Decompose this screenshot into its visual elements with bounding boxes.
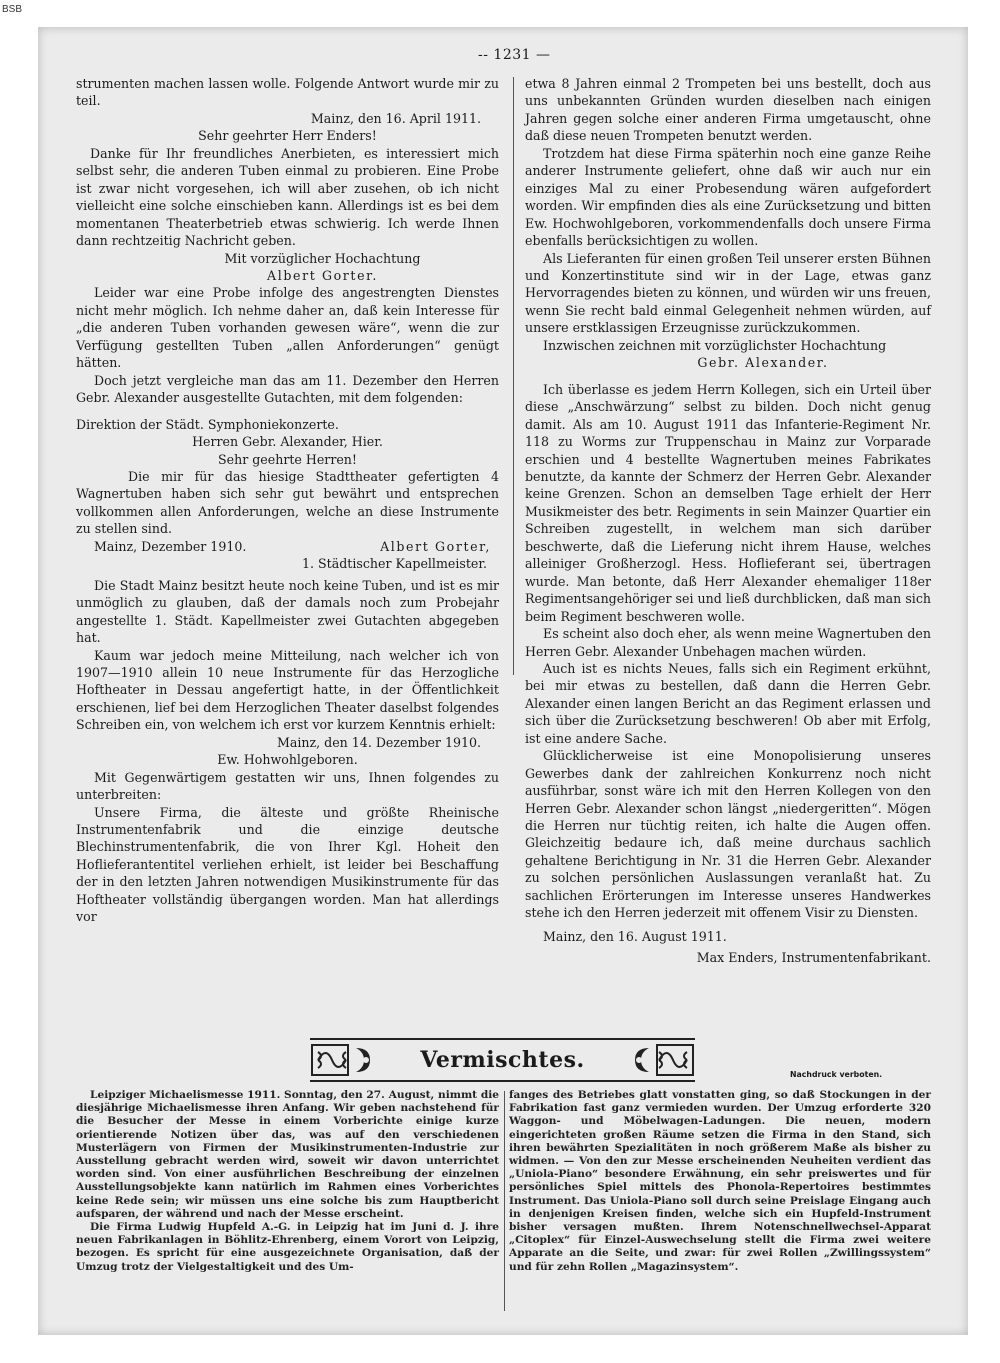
article-author: Max Enders, Instrumentenfabrikant. (696, 950, 931, 966)
letter-signature: Albert Gorter. (267, 267, 378, 283)
letter-closing: Inzwischen zeichnen mit vorzüglichster Hochachtung (543, 337, 887, 353)
paragraph: Trotzdem hat diese Firma späterhin noch eine ganze Reihe anderer Instrumente geliefert, ohne daß wir auch nur ein einziges Mal zu einer Probesendung wären aufgefordert worden. Wir empfinden dies als eine Zurücksetzung und bitten Ew. Hochwohlgeboren, vorkommendenfalls doch unsere Firma ebenfalls berücksichtigen zu wollen. (525, 145, 931, 249)
paragraph: Glücklicherweise ist eine Monopolisierung unseres Gewerbes dank der zahlreichen Konkurrenz noch nicht ausführbar, sonst wäre ich mit den Herren Kollegen von den Herren Gebr. Alexander schon längst „niedergeritten“. Mögen die Herren nur tüchtig reiten, ich halte die Augen offen. Gleichzeitig bedaure ich, daß meine durchaus sachlich gehaltene Berichtigung in Nr. 31 die Herren Gebr. Alexander zu solchen persönlichen Auslassungen veranlaßt hat. Zu sachlichen Erörterungen im Interesse unseres Handwerkes stehe ich den Herren jederzeit mit offenem Visir zu Diensten. (525, 748, 931, 921)
paragraph: fanges des Betriebes glatt vonstatten ging, so daß Stockungen in der Fabrikation fast ganz vermieden wurden. Der Umzug erforderte 320 Waggon- und Möbelwagen-Ladungen. Die neuen, modern eingerichteten großen Räume setzen die Firma in den Stand, sich ihren bewährten Spezialitäten in noch größerem Maße als bisher zu widmen. — Von den zur Messe erscheinenden Neuheiten verdient das „Uniola-Piano“ besondere Erwähnung, ein sehr preiswertes und für persönliches Spiel mittels des Phonola-Repertoires bestimmtes Instrument. Das Uniola-Piano soll durch seine Preislage Eingang auch in denjenigen Kreisen finden, welche sich ein Hupfeld-Instrument bisher versagen mußten. Ihrem Notenschnellwechsel-Apparat „Citoplex“ für Einzel-Auswechselung stellt die Firma zwei weitere Apparate an die Seite, und zwar: für zwei Rollen „Zwillingssystem“ und für zehn Rollen „Magazinsystem“. (509, 1089, 931, 1273)
paragraph: Doch jetzt vergleiche man das am 11. Dezember den Herren Gebr. Alexander ausgestellte Gutachten, mit dem folgenden: (76, 372, 499, 406)
right-column (525, 75, 931, 967)
letter-signer-title: 1. Städtischer Kapellmeister. (302, 556, 487, 572)
ornament-right-icon (625, 1040, 695, 1080)
letter-place-date: Mainz, den 14. Dezember 1910. (276, 734, 481, 750)
letter-signature: Gebr. Alexander. (697, 355, 829, 371)
letter-closing: Mit vorzüglicher Hochachtung (224, 250, 421, 266)
reprint-notice: Nachdruck verboten. (790, 1070, 883, 1079)
library-watermark: BSB (2, 4, 23, 15)
letter-salutation: Sehr geehrter Herr Enders! (198, 128, 377, 144)
letter-intro: Mit Gegenwärtigem gestatten wir uns, Ihnen folgendes zu unterbreiten: (76, 769, 499, 803)
article-place-date: Mainz, den 16. August 1911. (543, 928, 727, 944)
letterhead: Direktion der Städt. Symphoniekonzerte. (76, 416, 339, 432)
letter-place-date: Mainz, Dezember 1910. (94, 538, 247, 554)
column-divider (504, 1091, 505, 1311)
letter-body: Danke für Ihr freundliches Anerbieten, es interessiert mich selbst sehr, die anderen Tuben einmal zu probieren. Eine Probe ist zwar nicht vorgesehen, ich will aber zusehen, ob ich nicht vielleicht eine solche einschieben kann. Allerdings ist es bei dem momentanen Theaterbetrieb etwas schwierig. Ich werde Ihnen dann rechtzeitig Nachricht geben. (76, 145, 499, 249)
letter-salutation: Ew. Hohwohlgeboren. (217, 752, 358, 768)
paragraph: etwa 8 Jahren einmal 2 Trompeten bei uns bestellt, doch aus uns unbekannten Gründen wurden dieselben nach einigen Jahren gegen solche einer anderen Firma umgetauscht, ohne daß diese neuen Trompeten benutzt werden. (525, 76, 931, 144)
section-title: Vermischtes. (420, 1047, 585, 1073)
letter-body: Unsere Firma, die älteste und größte Rheinische Instrumentenfabrik und die einzige deutsche Blechinstrumentenfabrik, die von Ihrer Kgl. Hoheit den Hoflieferantentitel verliehen erhielt, ist leider bei Beschaffung der in den letzten Jahren notwendigen Musikinstrumente für das Hoftheater vollständig übergangen worden. Man hat allerdings vor (76, 804, 499, 925)
paragraph: Die Stadt Mainz besitzt heute noch keine Tuben, und ist es mir unmöglich zu glauben, daß der damals noch zum Probejahr angestellte 1. Städt. Kapellmeister zwei Gutachten abgegeben hat. (76, 577, 499, 646)
misc-left-column (76, 1089, 499, 1274)
newspaper-page (38, 27, 968, 1335)
left-column (76, 75, 499, 926)
paragraph: Ich überlasse es jedem Herrn Kollegen, sich ein Urteil über diese „Anschwärzung“ selbst zu bilden. Doch nicht genug damit. Als am 10. August 1911 das Infanterie-Regiment Nr. 118 zu Worms zur Truppenschau in Mainz zur Vorparade erschien und 4 bestellte Wagnertuben meines Fabrikates benutzte, da kannte der Schmerz der Herren Gebr. Alexander keine Grenzen. Schon an demselben Tage erhielt der Herr Musikmeister des betr. Regiments in sein Mainzer Quartier ein Schreiben zugestellt, in welchem man sich darüber beschwerte, daß die Lieferung nicht ihrem Hause, welches alleiniger Großherzogl. Hess. Hoflieferant sei, übertragen wurde. Man betonte, daß Herr Alexander ehemaliger 118er Regimentsangehöriger sei und ließ durchblicken, daß man sich beim Regiment beschweren wolle. (525, 381, 931, 624)
ornament-left-icon (310, 1040, 380, 1080)
letter-footer (76, 538, 499, 555)
paragraph: Kaum war jedoch meine Mitteilung, nach welcher ich von 1907—1910 allein 10 neue Instrumente für das Herzogliche Hoftheater in Dessau angefertigt hatte, in der Öffentlichkeit erschienen, lief bei dem Herzoglichen Theater daselbst folgendes Schreiben ein, von welchem ich erst vor kurzem Kenntnis erhielt: (76, 647, 499, 733)
letter-body: Die mir für das hiesige Stadttheater gefertigten 4 Wagnertuben haben sich sehr gut bewährt und entsprechen vollkommen allen Anforderungen, welche an diese Instrumente zu stellen sind. (76, 468, 499, 537)
letter-place-date: Mainz, den 16. April 1911. (310, 110, 481, 126)
letter-salutation: Sehr geehrte Herren! (218, 451, 357, 467)
paragraph: Als Lieferanten für einen großen Teil unserer ersten Bühnen und Konzertinstitute sind wir in der Lage, etwas ganz Hervorragendes bieten zu können, und würden wir uns freuen, wenn Sie recht bald einmal Gelegenheit nehmen würden, auf unsere erstklassigen Erzeugnisse zurückzukommen. (525, 250, 931, 336)
paragraph: Die Firma Ludwig Hupfeld A.-G. in Leipzig hat im Juni d. J. ihre neuen Fabrikanlagen in Böhlitz-Ehrenberg, einem Vorort von Leipzig, bezogen. Es spricht für eine ausgezeichnete Organisation, daß der Umzug trotz der Vielgestaltigkeit und des Um- (76, 1221, 499, 1273)
letter-signature: Albert Gorter, (380, 538, 491, 554)
paragraph: strumenten machen lassen wolle. Folgende Antwort wurde mir zu teil. (76, 76, 499, 109)
misc-right-column (509, 1089, 931, 1274)
paragraph: Auch ist es nichts Neues, falls sich ein Regiment erkühnt, bei mir etwas zu bestellen, daß dann die Herren Gebr. Alexander einen langen Bericht an das Regiment erlassen und sich über die Zurücksetzung beschweren! Ob aber mit Erfolg, ist eine andere Sache. (525, 660, 931, 746)
column-divider (513, 77, 514, 675)
page-number: -- 1231 — (478, 47, 551, 63)
paragraph: Leider war eine Probe infolge des angestrengten Dienstes nicht mehr möglich. Ich nehme daher an, daß kein Interesse für „die anderen Tuben vorhanden gewesen wäre“, wenn die zur Verfügung gestellten Tuben „allen Anforderungen“ genügt hätten. (76, 285, 499, 371)
paragraph: Leipziger Michaelismesse 1911. Sonntag, den 27. August, nimmt die diesjährige Michaelismesse ihren Anfang. Wir geben nachstehend für die Besucher der Messe in einem Vorberichte einige kurze orientierende Notizen über das, was auf den verschiedenen Musterlägern von Firmen der Musikinstrumenten-Industrie zur Ausstellung gebracht werden wird, soweit wir davon unterrichtet worden sind. Von einer ausführlichen Beschreibung der einzelnen Ausstellungsobjekte kann natürlich im Rahmen eines Vorberichtes keine Rede sein; wir müssen uns eine solche bis zum Hauptbericht aufsparen, der während und nach der Messe erscheint. (76, 1089, 499, 1220)
paragraph: Es scheint also doch eher, als wenn meine Wagnertuben den Herren Gebr. Alexander Unbehagen machen würden. (525, 626, 931, 659)
section-banner (310, 1038, 695, 1082)
letter-addressee: Herren Gebr. Alexander, Hier. (192, 434, 383, 450)
